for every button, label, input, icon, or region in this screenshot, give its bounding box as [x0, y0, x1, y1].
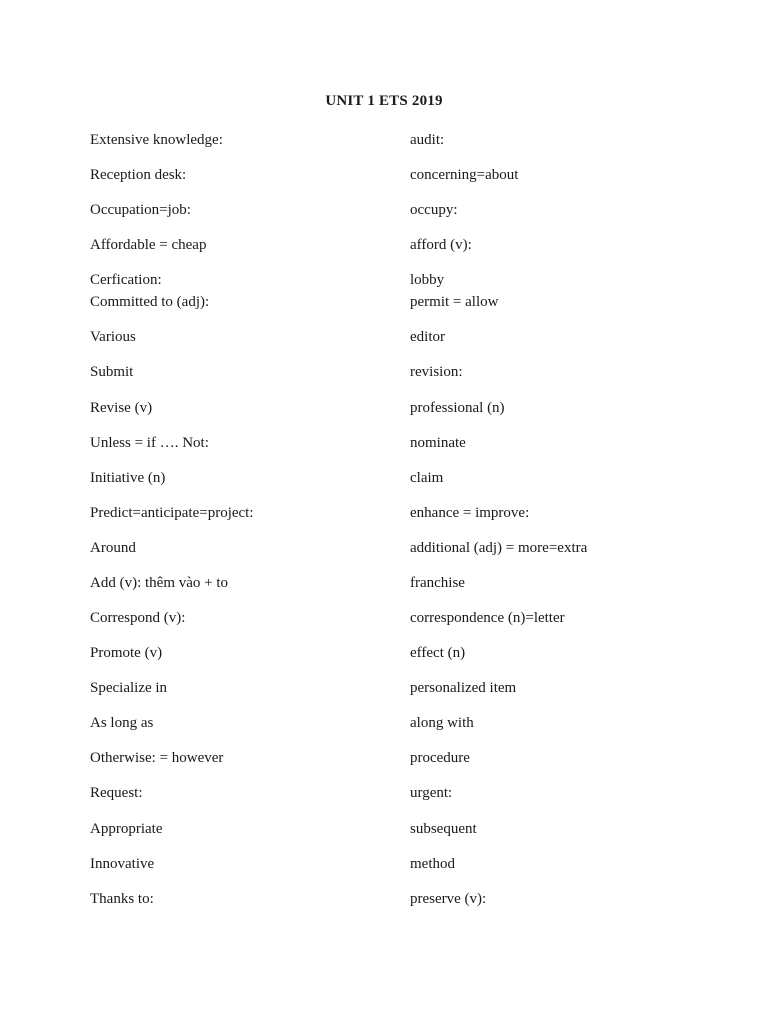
vocab-term-right: subsequent: [410, 821, 477, 837]
vocab-term-right: professional (n): [410, 400, 505, 416]
vocab-term-left: Reception desk:: [90, 167, 187, 183]
vocab-row: [0, 362, 768, 382]
vocab-term-left: Appropriate: [90, 821, 163, 837]
vocab-term-left: Specialize in: [90, 680, 168, 696]
vocab-row: [0, 292, 768, 312]
vocab-term-right: preserve (v):: [410, 891, 487, 907]
vocab-term-right: editor: [410, 329, 445, 345]
vocab-term-right: procedure: [410, 750, 470, 766]
vocab-term-right: along with: [410, 715, 474, 731]
vocab-term-left: Affordable = cheap: [90, 237, 207, 253]
vocab-row: [0, 235, 768, 255]
vocab-row: [0, 165, 768, 185]
vocab-term-right: personalized item: [410, 680, 517, 696]
vocab-term-right: effect (n): [410, 645, 466, 661]
vocab-term-right: concerning=about: [410, 167, 519, 183]
vocab-term-left: Unless = if …. Not:: [90, 435, 209, 451]
vocab-row: [0, 327, 768, 347]
vocab-term-right: afford (v):: [410, 237, 472, 253]
vocab-term-right: revision:: [410, 364, 463, 380]
vocab-term-right: correspondence (n)=letter: [410, 610, 565, 626]
vocab-term-left: Request:: [90, 785, 143, 801]
vocab-term-left: As long as: [90, 715, 154, 731]
vocab-term-right: method: [410, 856, 455, 872]
vocab-term-right: nominate: [410, 435, 466, 451]
vocab-term-left: Submit: [90, 364, 134, 380]
vocab-term-right: enhance = improve:: [410, 505, 530, 521]
vocab-row: [0, 643, 768, 663]
vocab-term-left: Cerfication:: [90, 272, 162, 288]
vocab-term-left: Add (v): thêm vào + to: [90, 575, 229, 591]
vocab-row: [0, 468, 768, 488]
vocab-row: [0, 398, 768, 418]
vocab-term-left: Committed to (adj):: [90, 294, 210, 310]
vocab-term-right: claim: [410, 470, 444, 486]
vocab-term-left: Occupation=job:: [90, 202, 191, 218]
vocab-term-right: franchise: [410, 575, 465, 591]
vocab-term-left: Predict=anticipate=project:: [90, 505, 254, 521]
vocab-row: [0, 608, 768, 628]
vocab-term-right: additional (adj) = more=extra: [410, 540, 588, 556]
vocab-row: [0, 573, 768, 593]
vocab-term-right: permit = allow: [410, 294, 499, 310]
vocab-row: [0, 713, 768, 733]
vocab-term-left: Innovative: [90, 856, 155, 872]
vocab-term-right: lobby: [410, 272, 445, 288]
vocab-row: [0, 200, 768, 220]
vocab-row: [0, 433, 768, 453]
vocab-term-right: audit:: [410, 132, 445, 148]
vocab-row: [0, 538, 768, 558]
vocab-row: [0, 270, 768, 290]
vocab-term-left: Around: [90, 540, 136, 556]
vocab-term-left: Various: [90, 329, 136, 345]
vocab-row: [0, 783, 768, 803]
vocab-row: [0, 889, 768, 909]
vocab-term-left: Promote (v): [90, 645, 163, 661]
vocab-row: [0, 819, 768, 839]
vocab-term-left: Thanks to:: [90, 891, 154, 907]
document-title: UNIT 1 ETS 2019: [325, 93, 443, 109]
vocab-term-left: Correspond (v):: [90, 610, 186, 626]
vocab-row: [0, 678, 768, 698]
vocab-term-left: Revise (v): [90, 400, 153, 416]
vocab-term-right: occupy:: [410, 202, 458, 218]
vocab-term-left: Extensive knowledge:: [90, 132, 223, 148]
vocab-term-right: urgent:: [410, 785, 453, 801]
vocab-row: [0, 748, 768, 768]
vocab-term-left: Initiative (n): [90, 470, 166, 486]
vocab-term-left: Otherwise: = however: [90, 750, 224, 766]
vocab-row: [0, 503, 768, 523]
vocab-row: [0, 854, 768, 874]
vocab-row: [0, 130, 768, 150]
